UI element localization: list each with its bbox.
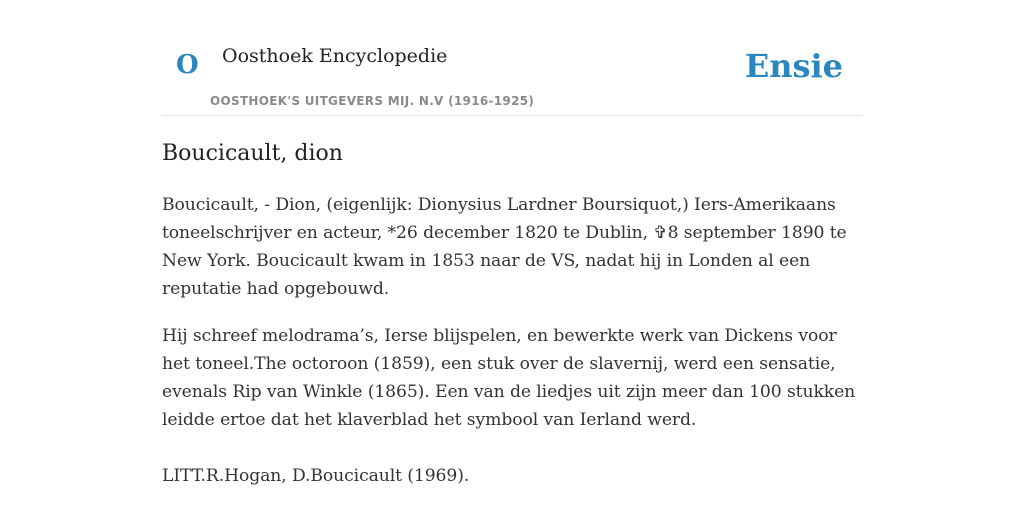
publisher-label: OOSTHOEK'S UITGEVERS MIJ. N.V (1916-1925)	[210, 94, 535, 108]
literature-reference: LITT.R.Hogan, D.Boucicault (1969).	[162, 465, 470, 486]
ensie-brand-link[interactable]: Ensie	[744, 47, 843, 85]
article	[162, 136, 862, 490]
site-title[interactable]: Oosthoek Encyclopedie	[222, 45, 448, 67]
site-header	[162, 0, 862, 116]
article-title: Boucicault, dion	[162, 141, 343, 166]
article-paragraph: Hij schreef melodrama’s, Ierse blijspelen, en bewerkte werk van Dickens voor het toneel.The octoroon (1859), een stuk over de slavernij, werd een sensatie, evenals Rip van Winkle (1865). Een van de liedjes uit zijn meer dan 100 stukken leidde ertoe dat het klaverblad het symbool van Ierland werd.	[162, 325, 856, 430]
article-paragraph: Boucicault, - Dion, (eigenlijk: Dionysius Lardner Boursiquot,) Iers-Amerikaans toneelschrijver en acteur, *26 december 1820 te Dublin, ✞8 september 1890 te New York. Boucicault kwam in 1853 naar de VS, nadat hij in Londen al een reputatie had opgebouwd.	[162, 194, 847, 299]
logo-icon[interactable]: O	[176, 50, 199, 80]
